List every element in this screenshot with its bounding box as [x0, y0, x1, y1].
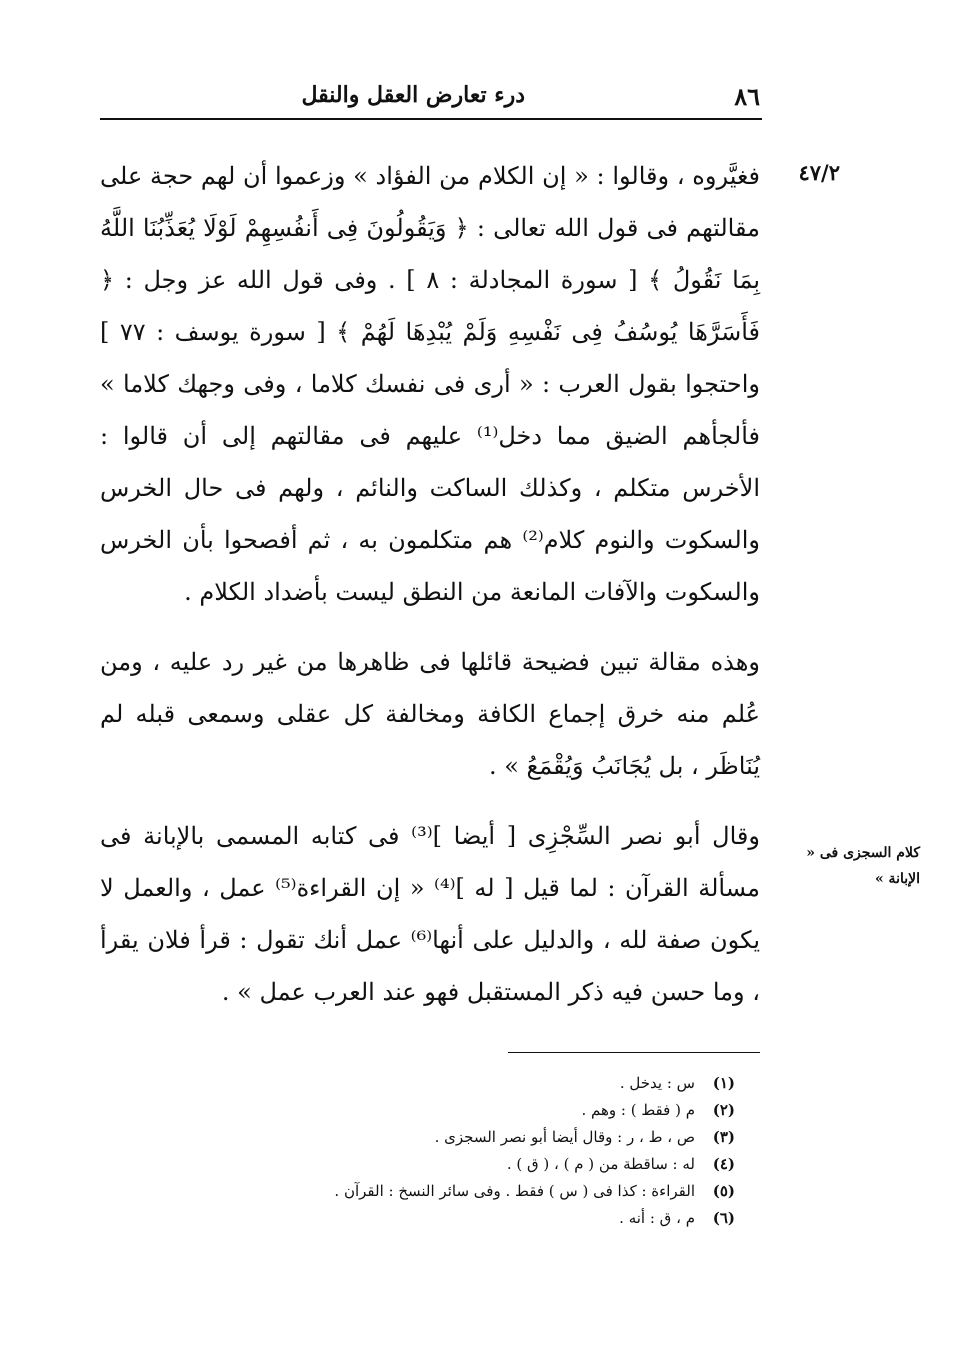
running-title: درء تعارض العقل والنقل — [301, 82, 525, 108]
footnote-text: القراءة : كذا فى ( س ) فقط . وفى سائر النسخ : القرآن . — [334, 1182, 695, 1200]
footnote-text: م ( فقط ) : وهم . — [581, 1101, 695, 1119]
footnote-2 — [100, 1097, 735, 1124]
footnote-1 — [100, 1070, 735, 1097]
footnote-number: (٢) — [712, 1101, 735, 1119]
footnote-5 — [100, 1178, 735, 1205]
footnote-number: (٣) — [712, 1128, 735, 1146]
main-text — [100, 150, 760, 1018]
margin-section-note: كلام السجزى فى « الإبانة » — [806, 845, 920, 887]
footnote-number: (٦) — [712, 1209, 735, 1227]
paragraph-1: فغيَّروه ، وقالوا : « إن الكلام من الفؤاد » وزعموا أن لهم حجة على مقالتهم فى قول الله تعالى : ﴿ وَيَقُولُونَ فِى أَنفُسِهِمْ لَوْلَا يُعَذِّبُنَا اللَّهُ بِمَا نَقُولُ ﴾ [ سورة المجادلة : ٨ ] . وفى قول الله عز وجل : ﴿ فَأَسَرَّهَا يُوسُفُ فِى نَفْسِهِ وَلَمْ يُبْدِهَا لَهُمْ ﴾ [ سورة يوسف : ٧٧ ] واحتجوا بقول العرب : « أرى فى نفسك كلاما ، وفى وجهك كلاما » فألجأهم الضيق مما دخل⁽¹⁾ عليهم فى مقالتهم إلى أن قالوا : الأخرس متكلم ، وكذلك الساكت والنائم ، ولهم فى حال الخرس والسكوت والنوم كلام⁽²⁾ هم متكلمون به ، ثم أفصحوا بأن الخرس والسكوت والآفات المانعة من النطق ليست بأضداد الكلام . — [100, 162, 761, 606]
footnote-text: س : يدخل . — [619, 1074, 695, 1092]
footnote-6 — [100, 1205, 735, 1232]
footnotes — [100, 1070, 735, 1232]
footnote-text: م ، ق : أنه . — [619, 1209, 695, 1227]
margin-page-reference: ٤٧/٢ — [798, 160, 840, 185]
page-header — [100, 78, 760, 112]
paragraph-3: وقال أبو نصر السِّجْزِى [ أيضا ]⁽³⁾ فى كتابه المسمى بالإبانة فى مسألة القرآن : لما قيل [ له ]⁽⁴⁾ « إن القراءة⁽⁵⁾ عمل ، والعمل لا يكون صفة لله ، والدليل على أنها⁽⁶⁾ عمل أنك تقول : قرأ فلان يقرأ ، وما حسن فيه ذكر المستقبل فهو عند العرب عمل » . — [100, 822, 760, 1006]
footnote-3 — [100, 1124, 735, 1151]
footnote-divider — [508, 1052, 760, 1053]
page-number: ٨٦ — [734, 82, 760, 111]
header-divider — [100, 118, 762, 120]
paragraph-2: وهذه مقالة تبين فضيحة قائلها فى ظاهرها من غير رد عليه ، ومن عُلم منه خرق إجماع الكافة ومخالفة كل عقلى وسمعى قبله لم يُنَاظَر ، بل يُجَانَبُ وَيُقْمَعُ » . — [100, 648, 760, 780]
footnote-number: (٥) — [712, 1182, 735, 1200]
footnote-number: (١) — [712, 1074, 735, 1092]
footnote-text: له : ساقطة من ( م ) ، ( ق ) . — [506, 1155, 695, 1173]
footnote-4 — [100, 1151, 735, 1178]
footnote-text: ص ، ط ، ر : وقال أيضا أبو نصر السجزى . — [434, 1128, 695, 1146]
footnote-number: (٤) — [712, 1155, 735, 1173]
